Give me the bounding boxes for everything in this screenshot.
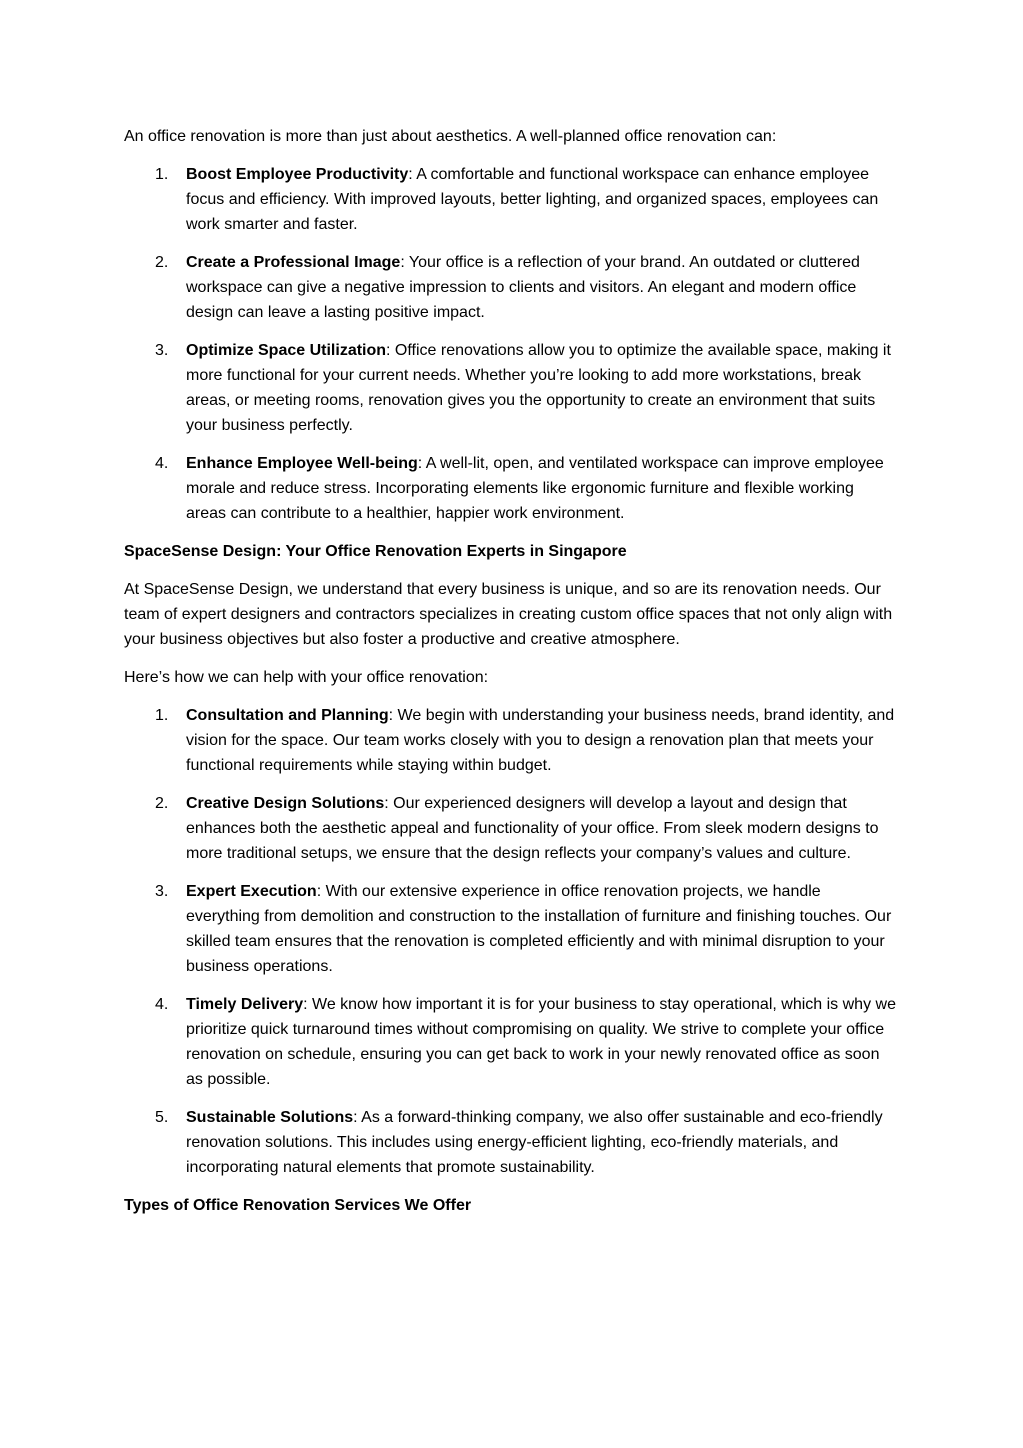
list-item bbox=[124, 250, 898, 325]
benefits-list bbox=[124, 162, 898, 526]
list-text: : Our experienced designers will develop a layout and design that enhances both the aesthetic appeal and functionality of your office. From sleek modern designs to more traditional setups, we ensure that the design reflects your company’s values and culture. bbox=[186, 795, 879, 862]
list-term: Creative Design Solutions bbox=[186, 795, 385, 812]
list-number: 5. bbox=[155, 1109, 169, 1126]
list-number: 2. bbox=[155, 795, 169, 812]
list-text: : We begin with understanding your business needs, brand identity, and vision for the space. Our team works closely with you to design a renovation plan that meets your functional requirements while staying within budget. bbox=[186, 707, 895, 774]
list-item bbox=[124, 791, 898, 866]
list-number: 4. bbox=[155, 455, 169, 472]
list-number: 3. bbox=[155, 342, 169, 359]
list-text: : As a forward-thinking company, we also offer sustainable and eco-friendly renovation solutions. This includes using energy-efficient lighting, eco-friendly materials, and incorporating natural elements that promote sustainability. bbox=[186, 1109, 883, 1176]
list-item bbox=[124, 703, 898, 778]
list-item bbox=[124, 879, 898, 979]
list-item bbox=[124, 451, 898, 526]
about-paragraph: At SpaceSense Design, we understand that every business is unique, and so are its renovation needs. Our team of expert designers and contractors specializes in creating custom office spaces that not only align with your business objectives but also foster a productive and creative atmosphere. bbox=[124, 581, 893, 648]
list-text: : With our extensive experience in office renovation projects, we handle everything from demolition and construction to the installation of furniture and finishing touches. Our skilled team ensures that the renovation is completed efficiently and with minimal disruption to your business operations. bbox=[186, 883, 892, 975]
services-list bbox=[124, 703, 898, 1180]
help-intro-paragraph: Here’s how we can help with your office renovation: bbox=[124, 669, 489, 686]
list-number: 1. bbox=[155, 707, 169, 724]
list-item bbox=[124, 162, 898, 237]
list-number: 4. bbox=[155, 996, 169, 1013]
list-term: Optimize Space Utilization bbox=[186, 342, 387, 359]
list-term: Expert Execution bbox=[186, 883, 317, 900]
list-number: 2. bbox=[155, 254, 169, 271]
list-text: : Office renovations allow you to optimize the available space, making it more functional for your current needs. Whether you’re looking to add more workstations, break areas, or meeting rooms, renovation gives you the opportunity to create an environment that suits your business perfectly. bbox=[186, 342, 891, 434]
list-text: : A comfortable and functional workspace can enhance employee focus and efficiency. With improved layouts, better lighting, and organized spaces, employees can work smarter and faster. bbox=[186, 166, 879, 233]
section-heading-services: Types of Office Renovation Services We Offer bbox=[124, 1197, 472, 1214]
list-text: : Your office is a reflection of your brand. An outdated or cluttered workspace can give a negative impression to clients and visitors. An elegant and modern office design can leave a lasting positive impact. bbox=[186, 254, 860, 321]
list-text: : We know how important it is for your business to stay operational, which is why we prioritize quick turnaround times without compromising on quality. We strive to complete your office renovation on schedule, ensuring you can get back to work in your newly renovated office as soon as possible. bbox=[186, 996, 896, 1088]
section-heading-experts: SpaceSense Design: Your Office Renovation Experts in Singapore bbox=[124, 543, 627, 560]
list-term: Create a Professional Image bbox=[186, 254, 401, 271]
list-term: Sustainable Solutions bbox=[186, 1109, 354, 1126]
list-number: 1. bbox=[155, 166, 169, 183]
list-term: Enhance Employee Well-being bbox=[186, 455, 418, 472]
list-term: Boost Employee Productivity bbox=[186, 166, 409, 183]
list-term: Timely Delivery bbox=[186, 996, 304, 1013]
list-item bbox=[124, 992, 898, 1092]
list-item bbox=[124, 1105, 898, 1180]
intro-paragraph: An office renovation is more than just about aesthetics. A well-planned office renovation can: bbox=[124, 128, 777, 145]
list-text: : A well-lit, open, and ventilated workspace can improve employee morale and reduce stress. Incorporating elements like ergonomic furniture and flexible working areas can contribute to a healthier, happier work environment. bbox=[186, 455, 884, 522]
list-number: 3. bbox=[155, 883, 169, 900]
list-term: Consultation and Planning bbox=[186, 707, 389, 724]
document-page bbox=[124, 124, 898, 1231]
list-item bbox=[124, 338, 898, 438]
